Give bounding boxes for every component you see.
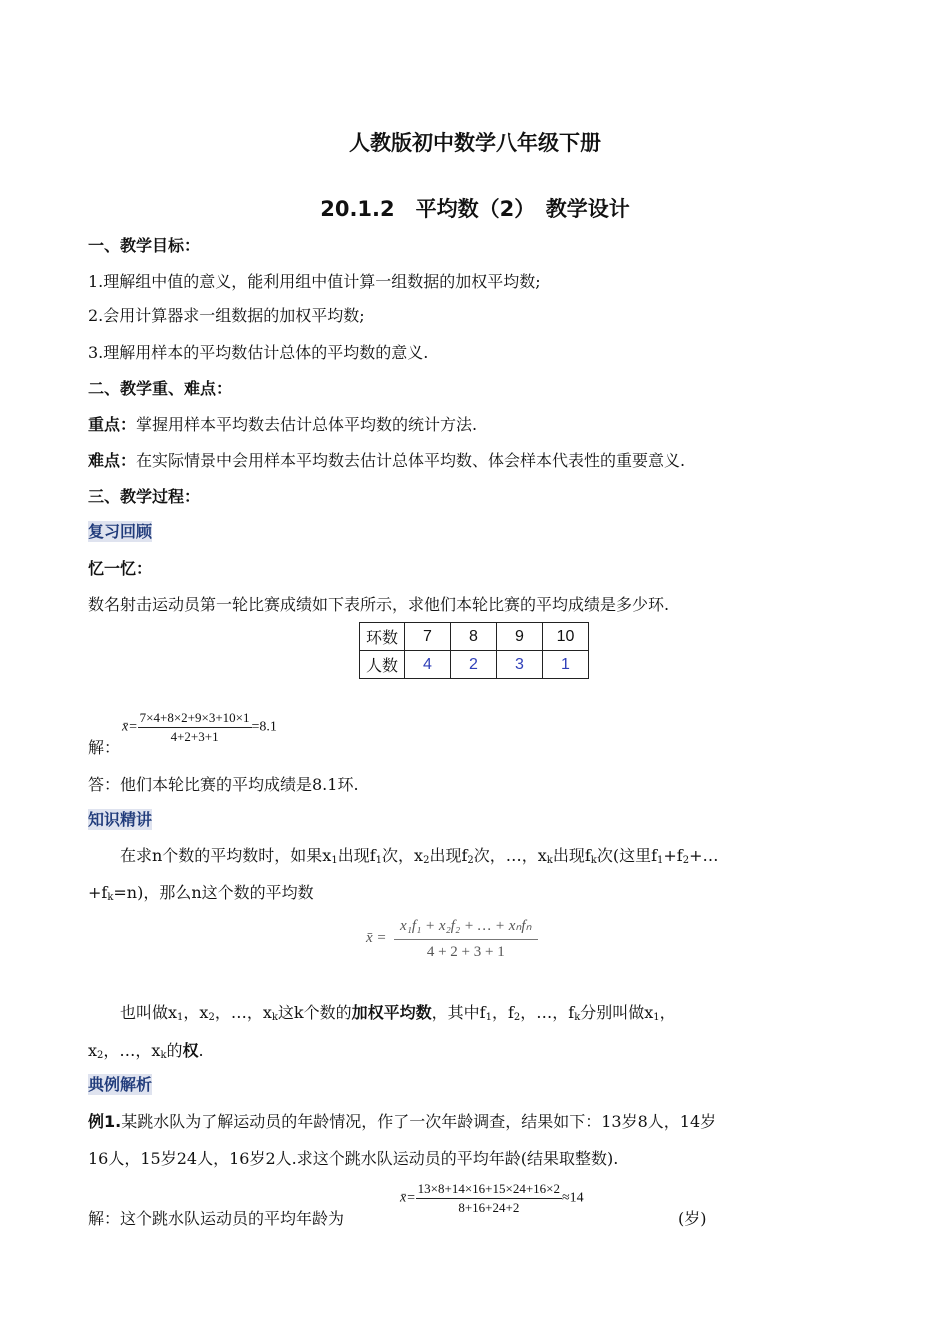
table-cell: 2: [451, 651, 497, 679]
text: +…: [689, 846, 719, 865]
table-cell: 10: [543, 623, 589, 651]
text: ，x: [183, 1003, 209, 1022]
xbar-symbol: x̄ =: [366, 929, 387, 946]
fraction: [416, 1181, 562, 1216]
difficult-point-text: 在实际情景中会用样本平均数去估计总体平均数、体会样本代表性的重要意义.: [136, 451, 686, 470]
example-unit: (岁): [678, 1209, 707, 1228]
fraction-denominator: 4+2+3+1: [170, 729, 219, 744]
text: +f: [88, 883, 108, 902]
fraction: [394, 916, 538, 961]
table-cell: 3: [497, 651, 543, 679]
objective-item: 2.会用计算器求一组数据的加权平均数;: [88, 306, 365, 325]
xbar-symbol: x̄=: [400, 1190, 416, 1206]
subscript: 2: [513, 1012, 521, 1023]
subscript: 1: [331, 855, 338, 866]
document-title: 人教版初中数学八年级下册: [349, 131, 601, 155]
term-weight: 权: [182, 1041, 199, 1060]
solve-label: 解：: [88, 738, 121, 757]
text: 出现f: [429, 846, 468, 865]
scores-table: [359, 622, 589, 679]
text: 次，x: [382, 846, 424, 865]
text: 出现f: [552, 846, 591, 865]
table-cell: 人数: [360, 651, 405, 679]
example-solution: 解：这个跳水队运动员的平均年龄为: [88, 1209, 345, 1228]
text: ，f: [491, 1003, 514, 1022]
text: 的: [166, 1041, 183, 1060]
objective-item: 1.理解组中值的意义，能利用组中值计算一组数据的加权平均数;: [88, 272, 541, 291]
table-row: [360, 623, 589, 651]
knowledge-paragraph: [120, 843, 719, 866]
text: 次，…，x: [473, 846, 547, 865]
mean-formula: [122, 710, 277, 745]
text: 出现f: [337, 846, 376, 865]
weighted-mean-formula: [366, 916, 538, 961]
text: ，…，x: [214, 1003, 272, 1022]
text: =n)，那么n这个数的平均数: [113, 883, 314, 902]
text: ，其中f: [431, 1003, 486, 1022]
subscript: k: [574, 1012, 581, 1023]
example-line: 16人，15岁24人，16岁2人.求这个跳水队运动员的平均年龄(结果取整数).: [88, 1149, 619, 1168]
subscript: 2: [682, 855, 690, 866]
text: +f: [663, 846, 683, 865]
section-objectives-heading: 一、教学目标：: [88, 236, 201, 255]
table-cell: 7: [405, 623, 451, 651]
review-answer: 答：他们本轮比赛的平均成绩是8.1环.: [88, 775, 359, 794]
key-point-label: 重点：: [88, 415, 137, 434]
text: ，…，x: [103, 1041, 161, 1060]
subscript: 2: [208, 1012, 215, 1023]
recall-heading: 忆一忆：: [88, 559, 153, 578]
knowledge-tag-label: 知识精讲: [88, 810, 153, 829]
objective-item: 3.理解用样本的平均数估计总体的平均数的意义.: [88, 343, 429, 362]
text: ，: [659, 1003, 676, 1022]
text: 分别叫做x: [580, 1003, 654, 1022]
example-line: [88, 1109, 716, 1132]
text: 在求n个数的平均数时，如果x: [120, 846, 332, 865]
term-weighted-mean: 加权平均数: [351, 1003, 432, 1022]
fraction-numerator: 7×4+8×2+9×3+10×1: [138, 710, 252, 728]
subscript: 1: [657, 855, 664, 866]
formula-result: =8.1: [251, 719, 277, 735]
formula-result: ≈14: [562, 1190, 584, 1206]
knowledge-tag: [88, 807, 152, 830]
text: 这k个数的: [277, 1003, 352, 1022]
difficult-point-label: 难点：: [88, 451, 137, 470]
subscript: k: [160, 1050, 167, 1061]
subscript: 2: [97, 1050, 104, 1061]
example-formula: [400, 1181, 584, 1216]
table-cell: 8: [451, 623, 497, 651]
subscript: 1: [485, 1012, 492, 1023]
fraction: [138, 710, 252, 745]
subscript: 2: [467, 855, 474, 866]
difficult-point: [88, 448, 685, 471]
example-tag-label: 典例解析: [88, 1075, 153, 1094]
subscript: k: [107, 892, 114, 903]
example-tag: [88, 1072, 152, 1095]
table-cell: 9: [497, 623, 543, 651]
key-point-text: 掌握用样本平均数去估计总体平均数的统计方法.: [136, 415, 478, 434]
table-cell: 4: [405, 651, 451, 679]
table-cell: 环数: [360, 623, 405, 651]
fraction-numerator: x₁f₁ + x₂f₂ + … + xₙfₙ: [394, 916, 538, 940]
review-tag-label: 复习回顾: [88, 522, 153, 541]
section-keypoints-heading: 二、教学重、难点：: [88, 379, 233, 398]
text: 也叫做x: [120, 1003, 178, 1022]
text: 次(这里f: [596, 846, 658, 865]
example-text: 某跳水队为了解运动员的年龄情况，作了一次年龄调查，结果如下：13岁8人，14岁: [121, 1112, 717, 1131]
definition-paragraph: [120, 1000, 676, 1023]
definition-paragraph-cont: [88, 1038, 204, 1061]
subscript: 1: [653, 1012, 660, 1023]
review-tag: [88, 519, 152, 542]
text: .: [198, 1041, 204, 1060]
table-row: [360, 651, 589, 679]
subscript: 2: [423, 855, 430, 866]
review-question: 数名射击运动员第一轮比赛成绩如下表所示，求他们本轮比赛的平均成绩是多少环.: [88, 595, 670, 614]
fraction-denominator: 8+16+24+2: [458, 1200, 520, 1215]
document-subtitle: 20.1.2 平均数（2） 教学设计: [320, 197, 630, 221]
fraction-denominator: 4 + 2 + 3 + 1: [426, 944, 505, 960]
subscript: k: [590, 855, 597, 866]
table-cell: 1: [543, 651, 589, 679]
subscript: 1: [177, 1012, 184, 1023]
subscript: 1: [375, 855, 383, 866]
subscript: k: [546, 855, 553, 866]
text: x: [88, 1041, 98, 1060]
key-point: [88, 412, 477, 435]
knowledge-paragraph-cont: [88, 880, 314, 903]
subscript: k: [271, 1012, 278, 1023]
section-process-heading: 三、教学过程：: [88, 487, 201, 506]
fraction-numerator: 13×8+14×16+15×24+16×2: [416, 1181, 562, 1199]
xbar-symbol: x̄=: [122, 719, 138, 735]
example-label: 例1.: [88, 1112, 122, 1131]
text: ，…，f: [520, 1003, 575, 1022]
